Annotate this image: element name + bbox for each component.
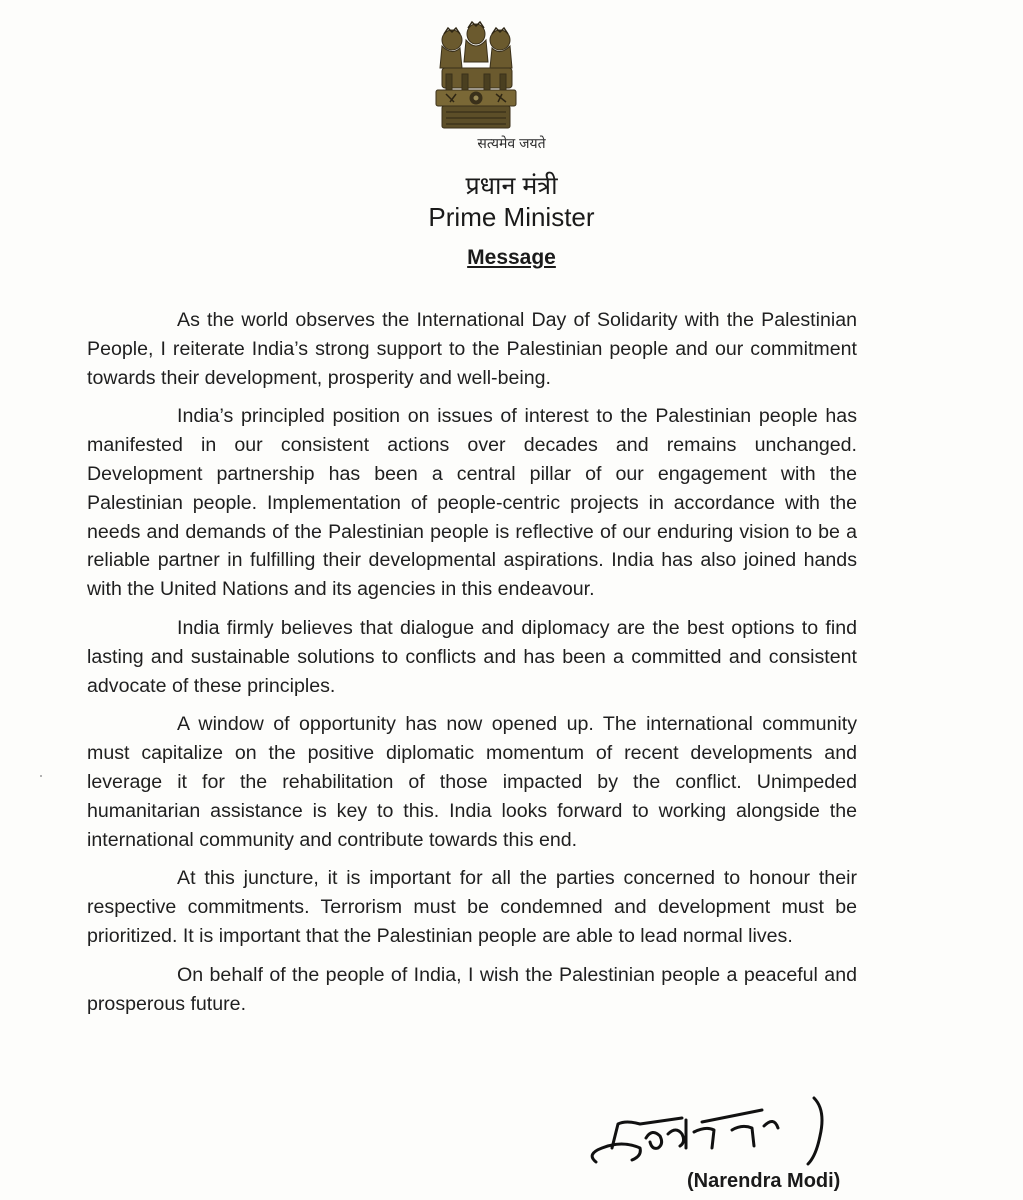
- paragraph: A window of opportunity has now opened up. The international community must capitalize on the positive diplomatic momentum of recent developments and leverage it for the rehabilitation of those impacted by the conflict. Unimpeded humanitarian assistance is key to this. India looks forward to working alongside the international community and contribute towards this end.: [87, 713, 857, 851]
- paper-speck: [40, 775, 42, 777]
- national-emblem-icon: [422, 18, 530, 136]
- paragraph: On behalf of the people of India, I wish the Palestinian people a peaceful and prosperous future.: [87, 963, 857, 1015]
- motto: सत्यमेव जयते: [477, 135, 546, 151]
- hindi-title: प्रधान मंत्री: [465, 172, 558, 200]
- signatory-name: (Narendra Modi): [687, 1170, 841, 1192]
- paragraph: As the world observes the International Day of Solidarity with the Palestinian People, I reiterate India’s strong support to the Palestinian people and our commitment towards their development, prosperity and well-being.: [87, 309, 857, 389]
- signature-image: [582, 1090, 832, 1182]
- paragraph: India’s principled position on issues of interest to the Palestinian people has manifested in our consistent actions over decades and remains unchanged. Development partnership has been a central pillar of our engagement with the Palestinian people. Implementation of people-centric projects in accordance with the needs and demands of the Palestinian people is reflective of our enduring vision to be a reliable partner in fulfilling their developmental aspirations. India has also joined hands with the United Nations and its agencies in this endeavour.: [87, 405, 857, 601]
- page-title: Prime Minister: [428, 202, 595, 232]
- paragraph: At this juncture, it is important for all the parties concerned to honour their respective commitments. Terrorism must be condemned and development must be prioritized. It is important that the Palestinian people are able to lead normal lives.: [87, 867, 857, 947]
- message-heading: Message: [467, 246, 556, 269]
- message-body: [87, 306, 857, 1028]
- paragraph: India firmly believes that dialogue and diplomacy are the best options to find lasting and sustainable solutions to conflicts and has been a committed and consistent advocate of these principles.: [87, 616, 857, 697]
